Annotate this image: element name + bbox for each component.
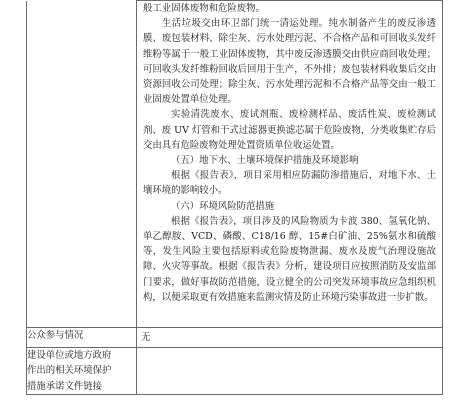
- measures-label-cell: [27, 1, 137, 328]
- solid-waste-tail: 般工业固体废物和危险废物。: [143, 3, 265, 14]
- groundwater-heading: （五）地下水、土壤环境保护措施及环境影响: [171, 155, 359, 167]
- risk-heading: （六）环境风险防范措施: [171, 200, 275, 212]
- public-participation-value: 无: [137, 328, 443, 348]
- public-participation-row: [27, 328, 443, 348]
- commitment-value: [137, 348, 443, 395]
- groundwater-paragraph: 根据《报告表》，项目采用相应防漏防渗措施后，对地下水、土壤环境的影响较小。: [143, 170, 436, 197]
- commitment-row: [27, 348, 443, 395]
- commitment-label: [27, 348, 137, 395]
- measures-row: [27, 1, 443, 328]
- measures-content-cell: [137, 1, 443, 328]
- commitment-label-line: 作出的相关环境保护: [27, 365, 112, 377]
- risk-paragraph: 根据《报告表》，项目涉及的风险物质为卡波 380、氢氧化钠、单乙醇胺、VCD、磷酸、C18/16 醇、15#白矿油、25%氨水和硫酸等，发生风险主要包括原料或危险废物泄漏、废水及废气治理设施故障、火灾等事故。根据《报告表》分析，建设项目应按照消防及安监部门要求，做好事故防范措施，设立健全的公司突发环境事故应急组织机构，以便采取更有效措施来监测灾情及防止环境污染事故进一步扩散。: [143, 215, 436, 303]
- commitment-label-line: 措施承诺文件链接: [27, 380, 103, 392]
- commitment-label-line: 建设单位或地方政府: [27, 350, 112, 362]
- approval-table: [26, 0, 443, 395]
- general-solid-waste-paragraph: 生活垃圾交由环卫部门统一清运处理。纯水制备产生的废反渗透膜、废包装材料、除尘灰、污水处理污泥、不合格产品和可回收头发纤维粉等属于一般工业固体废物，其中废反渗透膜交由供应商回收处理；可回收头发纤维粉回收后回用于生产，不外排；废包装材料收集后交由资源回收公司处理；除尘灰、污水处理污泥和不合格产品等交由一般工业固废处置单位处理。: [143, 18, 436, 106]
- public-participation-label: 公众参与情况: [27, 328, 137, 348]
- hazardous-waste-paragraph: 实验清洗废水、废试剂瓶、废检测样品、废活性炭、废检测试剂、废 UV 灯管和干式过滤器更换滤芯属于危险废物，分类收集贮存后交由具有危险废物处理处置资质单位收运处置。: [143, 109, 436, 151]
